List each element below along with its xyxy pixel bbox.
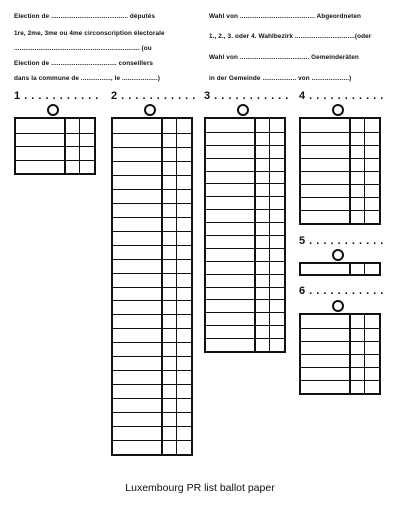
preference-vote-box[interactable] xyxy=(349,354,364,367)
preference-vote-box[interactable] xyxy=(364,119,379,132)
preference-vote-box[interactable] xyxy=(269,299,284,312)
preference-vote-box[interactable] xyxy=(161,440,176,454)
preference-vote-box[interactable] xyxy=(161,203,176,217)
preference-vote-box[interactable] xyxy=(176,119,191,133)
preference-vote-box[interactable] xyxy=(176,259,191,273)
preference-vote-box[interactable] xyxy=(176,133,191,147)
preference-vote-box[interactable] xyxy=(176,231,191,245)
list-6-vote-circle[interactable] xyxy=(332,300,344,312)
preference-vote-box[interactable] xyxy=(349,197,364,210)
preference-vote-box[interactable] xyxy=(161,398,176,412)
preference-vote-box[interactable] xyxy=(269,222,284,235)
candidate-name-cell xyxy=(113,328,161,342)
preference-vote-box[interactable] xyxy=(269,171,284,184)
candidate-name-cell xyxy=(16,146,64,160)
candidate-name-cell xyxy=(206,196,254,209)
preference-vote-box[interactable] xyxy=(161,161,176,175)
preference-vote-box[interactable] xyxy=(364,171,379,184)
candidate-name-cell xyxy=(206,299,254,312)
candidate-name-cell xyxy=(206,338,254,351)
preference-vote-box[interactable] xyxy=(254,132,269,145)
figure-caption: Luxembourg PR list ballot paper xyxy=(125,482,275,494)
candidate-name-cell xyxy=(113,245,161,259)
preference-vote-box[interactable] xyxy=(161,147,176,161)
candidate-name-cell xyxy=(113,398,161,412)
candidate-name-cell xyxy=(301,380,349,393)
list-4-label: 4 . . . . . . . . . . . xyxy=(299,90,384,102)
preference-vote-box[interactable] xyxy=(176,384,191,398)
candidate-name-cell xyxy=(113,314,161,328)
preference-vote-box[interactable] xyxy=(176,287,191,301)
preference-vote-box[interactable] xyxy=(349,264,364,274)
preference-vote-box[interactable] xyxy=(269,119,284,132)
list-4-candidates-box xyxy=(299,117,381,225)
candidate-name-cell xyxy=(206,209,254,222)
candidate-name-cell xyxy=(113,259,161,273)
header-fr-line-5: dans la commune de ................, le ...................) xyxy=(14,75,160,82)
candidate-name-cell xyxy=(301,315,349,328)
candidate-name-cell xyxy=(113,189,161,203)
candidate-name-cell xyxy=(113,440,161,454)
candidate-name-cell xyxy=(113,147,161,161)
candidate-name-cell xyxy=(301,132,349,145)
preference-vote-box[interactable] xyxy=(176,189,191,203)
preference-vote-box[interactable] xyxy=(161,245,176,259)
candidate-name-cell xyxy=(301,264,349,274)
preference-vote-box[interactable] xyxy=(364,264,379,274)
candidate-name-cell xyxy=(206,274,254,287)
preference-vote-box[interactable] xyxy=(176,370,191,384)
preference-vote-box[interactable] xyxy=(254,248,269,261)
preference-vote-box[interactable] xyxy=(161,370,176,384)
preference-vote-box[interactable] xyxy=(269,132,284,145)
candidate-name-cell xyxy=(113,175,161,189)
candidate-name-cell xyxy=(206,287,254,300)
preference-vote-box[interactable] xyxy=(161,412,176,426)
preference-vote-box[interactable] xyxy=(176,328,191,342)
list-5-vote-circle[interactable] xyxy=(332,249,344,261)
preference-vote-box[interactable] xyxy=(364,341,379,354)
preference-vote-box[interactable] xyxy=(79,160,94,174)
candidate-name-cell xyxy=(301,158,349,171)
preference-vote-box[interactable] xyxy=(254,145,269,158)
list-1-vote-circle[interactable] xyxy=(47,104,59,116)
preference-vote-box[interactable] xyxy=(161,217,176,231)
preference-vote-box[interactable] xyxy=(364,197,379,210)
preference-vote-box[interactable] xyxy=(176,245,191,259)
candidate-name-cell xyxy=(113,384,161,398)
candidate-name-cell xyxy=(206,235,254,248)
preference-vote-box[interactable] xyxy=(79,133,94,147)
preference-vote-box[interactable] xyxy=(269,338,284,351)
preference-vote-box[interactable] xyxy=(161,259,176,273)
preference-vote-box[interactable] xyxy=(161,231,176,245)
preference-vote-box[interactable] xyxy=(269,325,284,338)
candidate-name-cell xyxy=(113,300,161,314)
preference-vote-box[interactable] xyxy=(161,328,176,342)
preference-vote-box[interactable] xyxy=(254,119,269,132)
preference-vote-box[interactable] xyxy=(161,189,176,203)
preference-vote-box[interactable] xyxy=(364,145,379,158)
candidate-name-cell xyxy=(16,133,64,147)
preference-vote-box[interactable] xyxy=(349,328,364,341)
list-5-candidates-box xyxy=(299,262,381,276)
preference-vote-box[interactable] xyxy=(176,161,191,175)
preference-vote-box[interactable] xyxy=(254,171,269,184)
candidate-name-cell xyxy=(301,354,349,367)
preference-vote-box[interactable] xyxy=(254,287,269,300)
preference-vote-box[interactable] xyxy=(364,380,379,393)
preference-vote-box[interactable] xyxy=(254,235,269,248)
candidate-name-cell xyxy=(301,210,349,223)
header-fr-line-2: 1re, 2me, 3me ou 4me circonscription électorale xyxy=(14,30,165,37)
candidate-name-cell xyxy=(113,356,161,370)
candidate-name-cell xyxy=(301,184,349,197)
header-de-line-1: Wahl von ........................................ Abgeordneten xyxy=(209,13,362,20)
preference-vote-box[interactable] xyxy=(364,367,379,380)
candidate-name-cell xyxy=(16,160,64,174)
preference-vote-box[interactable] xyxy=(364,132,379,145)
preference-vote-box[interactable] xyxy=(364,328,379,341)
header-de-line-4: in der Gemeinde .................. von ....................) xyxy=(209,75,352,82)
preference-vote-box[interactable] xyxy=(269,183,284,196)
preference-vote-box[interactable] xyxy=(349,184,364,197)
preference-vote-box[interactable] xyxy=(161,119,176,133)
preference-vote-box[interactable] xyxy=(349,315,364,328)
preference-vote-box[interactable] xyxy=(269,209,284,222)
preference-vote-box[interactable] xyxy=(349,132,364,145)
preference-vote-box[interactable] xyxy=(176,273,191,287)
preference-vote-box[interactable] xyxy=(364,354,379,367)
candidate-name-cell xyxy=(206,158,254,171)
preference-vote-box[interactable] xyxy=(176,175,191,189)
candidate-name-cell xyxy=(301,367,349,380)
preference-vote-box[interactable] xyxy=(269,274,284,287)
preference-vote-box[interactable] xyxy=(349,171,364,184)
preference-vote-box[interactable] xyxy=(176,314,191,328)
candidate-name-cell xyxy=(113,342,161,356)
list-1-candidates-box xyxy=(14,117,96,175)
preference-vote-box[interactable] xyxy=(349,158,364,171)
preference-vote-box[interactable] xyxy=(161,356,176,370)
preference-vote-box[interactable] xyxy=(64,160,79,174)
list-1-label: 1 . . . . . . . . . . . xyxy=(14,90,99,102)
list-2-vote-circle[interactable] xyxy=(144,104,156,116)
preference-vote-box[interactable] xyxy=(349,341,364,354)
candidate-name-cell xyxy=(113,412,161,426)
preference-vote-box[interactable] xyxy=(176,147,191,161)
preference-vote-box[interactable] xyxy=(269,261,284,274)
candidate-name-cell xyxy=(301,197,349,210)
header-de-line-3: Wahl von ..................................... Gemeinderäten xyxy=(209,54,359,61)
preference-vote-box[interactable] xyxy=(161,300,176,314)
list-3-vote-circle[interactable] xyxy=(237,104,249,116)
preference-vote-box[interactable] xyxy=(64,133,79,147)
preference-vote-box[interactable] xyxy=(176,426,191,440)
preference-vote-box[interactable] xyxy=(269,248,284,261)
candidate-name-cell xyxy=(301,145,349,158)
preference-vote-box[interactable] xyxy=(176,356,191,370)
candidate-name-cell xyxy=(16,119,64,133)
preference-vote-box[interactable] xyxy=(364,315,379,328)
list-3-label: 3 . . . . . . . . . . . xyxy=(204,90,289,102)
header-fr-line-4: Election de ................................... conseillers xyxy=(14,60,154,67)
header-de-line-2: 1., 2., 3. oder 4. Wahlbezirk ................................(oder xyxy=(209,33,372,40)
preference-vote-box[interactable] xyxy=(176,398,191,412)
candidate-name-cell xyxy=(206,248,254,261)
candidate-name-cell xyxy=(113,370,161,384)
list-2-candidates-box xyxy=(111,117,193,456)
preference-vote-box[interactable] xyxy=(269,158,284,171)
list-3-candidates-box xyxy=(204,117,286,353)
preference-vote-box[interactable] xyxy=(269,235,284,248)
candidate-name-cell xyxy=(206,171,254,184)
preference-vote-box[interactable] xyxy=(161,314,176,328)
candidate-name-cell xyxy=(301,119,349,132)
preference-vote-box[interactable] xyxy=(254,274,269,287)
list-2-label: 2 . . . . . . . . . . . xyxy=(111,90,196,102)
preference-vote-box[interactable] xyxy=(161,287,176,301)
candidate-name-cell xyxy=(301,328,349,341)
preference-vote-box[interactable] xyxy=(269,145,284,158)
candidate-name-cell xyxy=(113,133,161,147)
preference-vote-box[interactable] xyxy=(176,440,191,454)
preference-vote-box[interactable] xyxy=(349,119,364,132)
list-5-label: 5 . . . . . . . . . . . xyxy=(299,235,384,247)
preference-vote-box[interactable] xyxy=(176,342,191,356)
preference-vote-box[interactable] xyxy=(254,209,269,222)
preference-vote-box[interactable] xyxy=(269,196,284,209)
preference-vote-box[interactable] xyxy=(269,287,284,300)
preference-vote-box[interactable] xyxy=(161,133,176,147)
candidate-name-cell xyxy=(206,312,254,325)
candidate-name-cell xyxy=(113,273,161,287)
preference-vote-box[interactable] xyxy=(176,412,191,426)
preference-vote-box[interactable] xyxy=(349,367,364,380)
candidate-name-cell xyxy=(113,231,161,245)
preference-vote-box[interactable] xyxy=(176,300,191,314)
candidate-name-cell xyxy=(301,341,349,354)
preference-vote-box[interactable] xyxy=(349,210,364,223)
candidate-name-cell xyxy=(206,132,254,145)
preference-vote-box[interactable] xyxy=(364,158,379,171)
candidate-name-cell xyxy=(301,171,349,184)
preference-vote-box[interactable] xyxy=(161,273,176,287)
preference-vote-box[interactable] xyxy=(161,175,176,189)
candidate-name-cell xyxy=(113,426,161,440)
preference-vote-box[interactable] xyxy=(161,342,176,356)
preference-vote-box[interactable] xyxy=(161,426,176,440)
preference-vote-box[interactable] xyxy=(79,146,94,160)
candidate-name-cell xyxy=(206,325,254,338)
preference-vote-box[interactable] xyxy=(161,384,176,398)
header-fr-line-1: Election de ......................................... députés xyxy=(14,13,156,20)
preference-vote-box[interactable] xyxy=(364,210,379,223)
preference-vote-box[interactable] xyxy=(269,312,284,325)
preference-vote-box[interactable] xyxy=(254,183,269,196)
preference-vote-box[interactable] xyxy=(79,119,94,133)
preference-vote-box[interactable] xyxy=(176,203,191,217)
header-fr-line-3: ................................................................... (ou xyxy=(14,45,152,52)
candidate-name-cell xyxy=(113,287,161,301)
candidate-name-cell xyxy=(113,119,161,133)
preference-vote-box[interactable] xyxy=(364,184,379,197)
preference-vote-box[interactable] xyxy=(254,299,269,312)
list-4-vote-circle[interactable] xyxy=(332,104,344,116)
candidate-name-cell xyxy=(206,261,254,274)
preference-vote-box[interactable] xyxy=(254,312,269,325)
preference-vote-box[interactable] xyxy=(254,158,269,171)
candidate-name-cell xyxy=(113,203,161,217)
preference-vote-box[interactable] xyxy=(176,217,191,231)
preference-vote-box[interactable] xyxy=(254,222,269,235)
candidate-name-cell xyxy=(113,161,161,175)
preference-vote-box[interactable] xyxy=(64,119,79,133)
preference-vote-box[interactable] xyxy=(254,325,269,338)
preference-vote-box[interactable] xyxy=(254,338,269,351)
preference-vote-box[interactable] xyxy=(349,380,364,393)
preference-vote-box[interactable] xyxy=(254,261,269,274)
candidate-name-cell xyxy=(206,222,254,235)
list-6-label: 6 . . . . . . . . . . . xyxy=(299,285,384,297)
preference-vote-box[interactable] xyxy=(349,145,364,158)
candidate-name-cell xyxy=(206,145,254,158)
candidate-name-cell xyxy=(206,183,254,196)
preference-vote-box[interactable] xyxy=(64,146,79,160)
candidate-name-cell xyxy=(113,217,161,231)
candidate-name-cell xyxy=(206,119,254,132)
list-6-candidates-box xyxy=(299,313,381,395)
preference-vote-box[interactable] xyxy=(254,196,269,209)
